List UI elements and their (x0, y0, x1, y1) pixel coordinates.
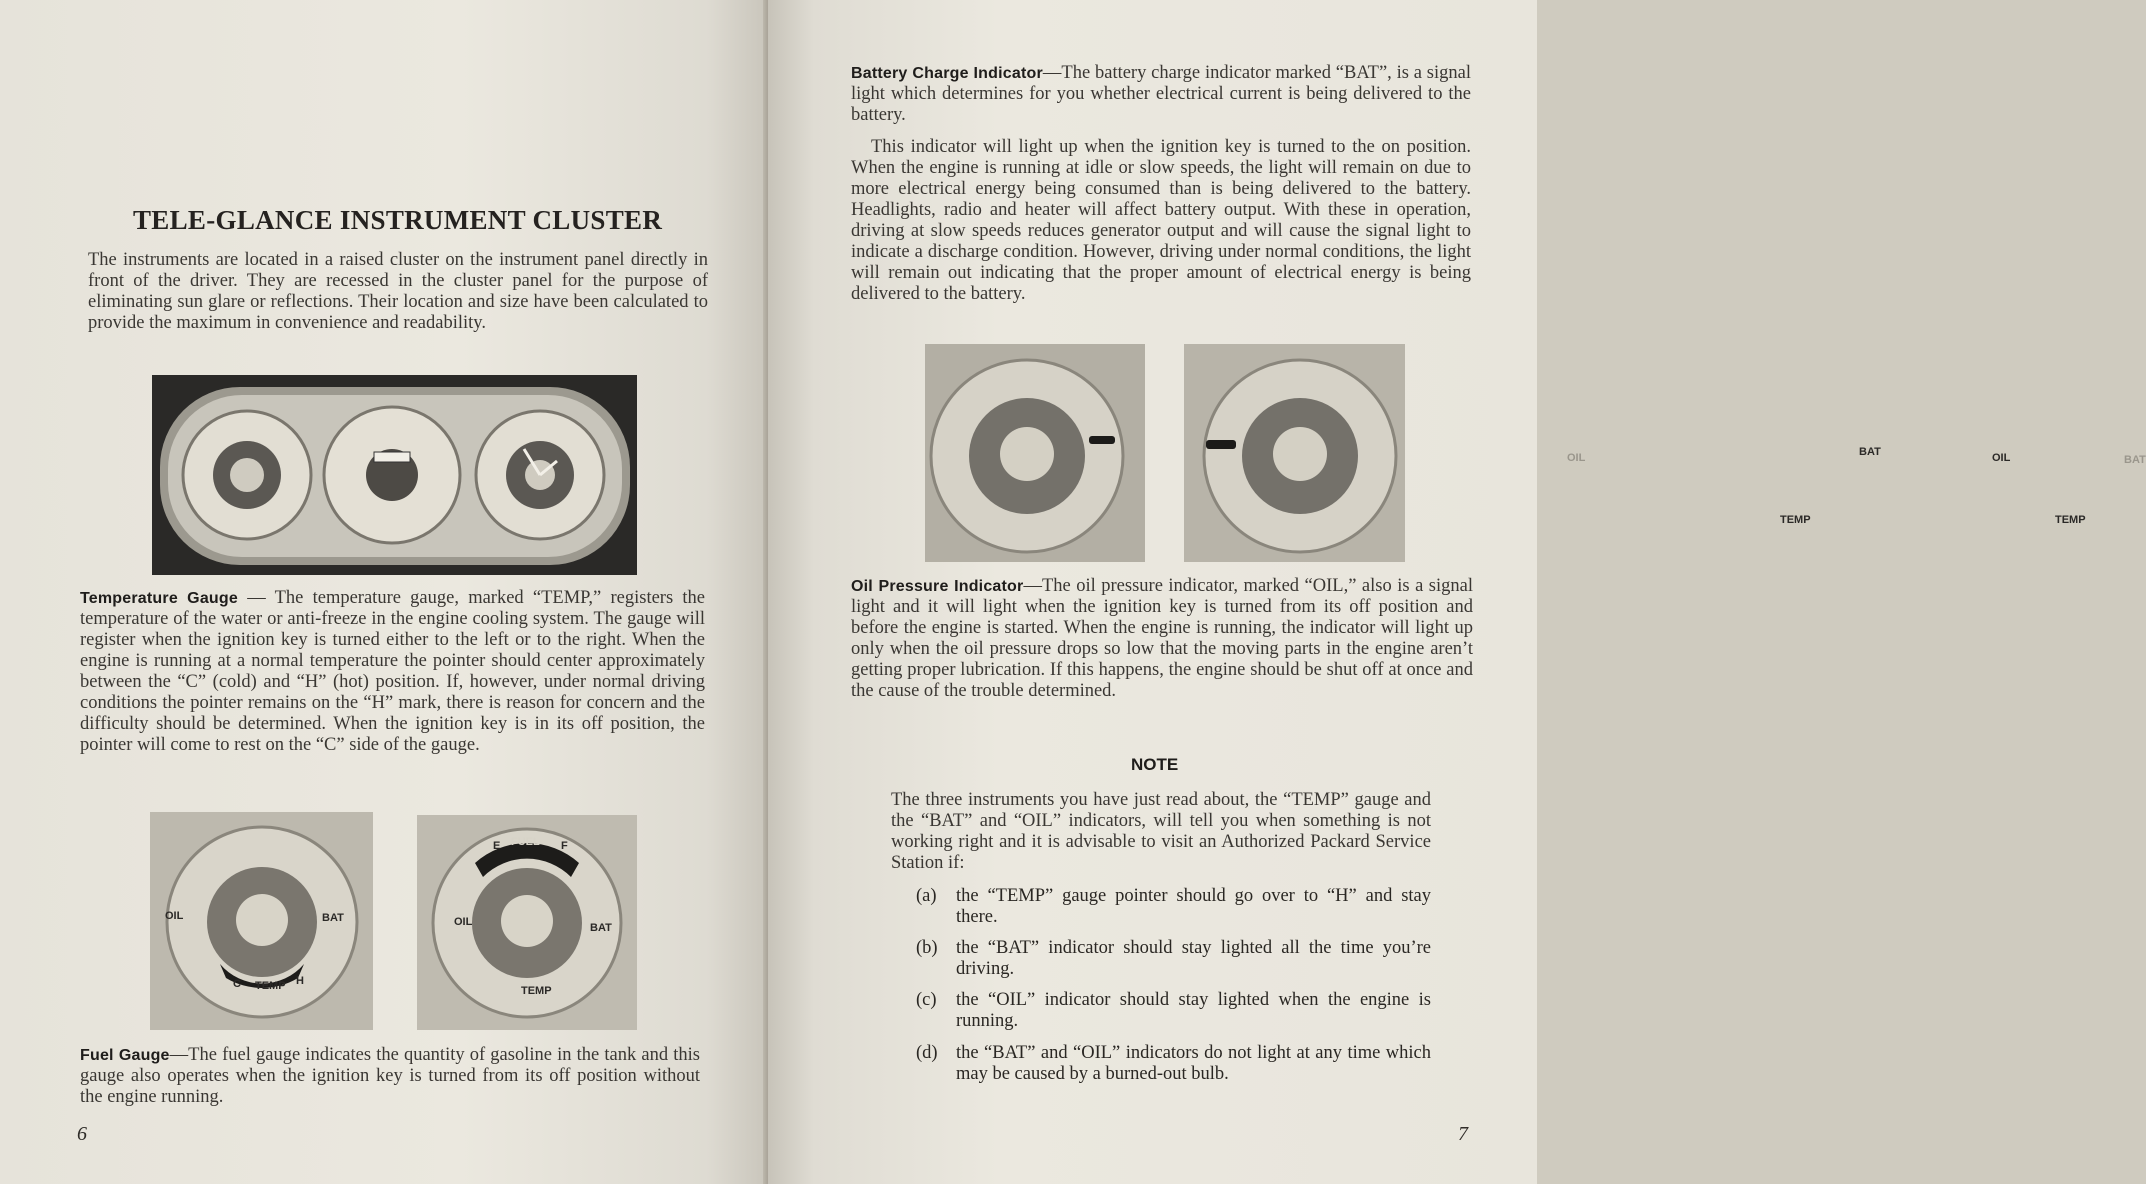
note-item-text: the “TEMP” gauge pointer should go over to “H” and stay there. (956, 886, 1431, 927)
bat-photo-oil-label: OIL (1567, 452, 1586, 464)
note-item-label: (a) (916, 886, 937, 906)
fuel-gauge-oil-label: OIL (454, 916, 473, 928)
note-item-a (916, 886, 1431, 928)
page-title: TELE-GLANCE INSTRUMENT CLUSTER (133, 205, 663, 235)
oil-photo-temp-label: TEMP (2055, 514, 2086, 526)
battery-indicator-photo (925, 344, 1145, 562)
right-page (768, 0, 2146, 1184)
battery-text-2: This indicator will light up when the ignition key is turned to the on position. When the engine is running at idle or slow speeds, the light will remain on due to more electrical energy being consumed than is being delivered to the battery. Headlights, radio and heater will affect battery output. With these in operation, driving at slow speeds reduces generator output and will cause the signal light to indicate a discharge condition. However, driving under normal conditions, the light will remain out indicating that the proper amount of electrical energy is being delivered to the battery. (851, 137, 1471, 304)
temp-gauge-temp-label: TEMP (255, 980, 286, 992)
fuel-gauge-f-label: F (561, 840, 568, 852)
temperature-paragraph (80, 588, 705, 756)
fuel-gauge-temp-label: TEMP (521, 985, 552, 997)
note-item-text: the “BAT” indicator should stay lighted all the time you’re driving. (956, 938, 1431, 979)
battery-paragraph-2 (851, 137, 1471, 305)
temp-gauge-h-label: H (296, 975, 304, 987)
fuel-text: —The fuel gauge indicates the quantity of gasoline in the tank and this gauge also operates when the ignition key is turned from its off position without the engine running. (80, 1045, 700, 1107)
temp-gauge-c-label: C (233, 978, 241, 990)
note-item-label: (d) (916, 1043, 938, 1063)
note-item-c (916, 990, 1431, 1032)
battery-heading: Battery Charge Indicator (851, 65, 1043, 82)
page-number-left: 6 (77, 1123, 87, 1145)
instrument-cluster-photo (152, 375, 637, 575)
oil-photo-bat-label: BAT (2124, 454, 2146, 466)
note-item-text: the “BAT” and “OIL” indicators do not light at any time which may be caused by a burned-out bulb. (956, 1043, 1431, 1084)
oil-photo-oil-label: OIL (1992, 452, 2011, 464)
fuel-paragraph (80, 1045, 700, 1108)
oil-text: —The oil pressure indicator, marked “OIL,” also is a signal light and it will light when the ignition key is turned from its off position and before the engine is started. When the engine is running, the indicator will light up only when the oil pressure drops so low that the moving parts in the engine aren’t getting proper lubrication. If this happens, the engine should be shut off at once and the cause of the trouble determined. (851, 576, 1473, 701)
note-item-d (916, 1043, 1431, 1106)
note-item-text: the “OIL” indicator should stay lighted when the engine is running. (956, 990, 1431, 1031)
temp-gauge-bat-label: BAT (322, 912, 344, 924)
note-item-b (916, 938, 1431, 980)
note-paragraph (891, 790, 1431, 874)
fuel-gauge-bat-label: BAT (590, 922, 612, 934)
note-item-label: (c) (916, 990, 937, 1010)
note-text: The three instruments you have just read about, the “TEMP” gauge and the “BAT” and “OIL” indicators, will tell you when something is not working right and it is advisable to visit an Authorized Packard Service Station if: (891, 790, 1431, 873)
temperature-text: — The temperature gauge, marked “TEMP,” registers the temperature of the water or anti-freeze in the engine cooling system. The gauge will register when the ignition key is turned either to the left or to the right. When the engine is running at a normal temperature the pointer should center approximately between the “C” (cold) and “H” (hot) position. If, however, under normal driving conditions the pointer remains on the “H” mark, there is reason for concern and the difficulty should be determined. When the ignition key is in its off position, the pointer will come to rest on the “C” side of the gauge. (80, 588, 705, 755)
temp-gauge-oil-label: OIL (165, 910, 184, 922)
page-number-right: 7 (1458, 1123, 1468, 1145)
intro-text: The instruments are located in a raised cluster on the instrument panel directly in front of the driver. They are recessed in the cluster panel for the purpose of eliminating sun glare or reflections. Their location and size have been calculated to provide the maximum in convenience and readability. (88, 250, 708, 333)
battery-paragraph (851, 63, 1471, 126)
temperature-heading: Temperature Gauge (80, 590, 238, 607)
left-page (0, 0, 768, 1184)
bat-photo-bat-label: BAT (1859, 446, 1881, 458)
note-heading: NOTE (1131, 755, 1179, 774)
oil-paragraph (851, 576, 1473, 702)
note-item-label: (b) (916, 938, 938, 958)
bat-photo-temp-label: TEMP (1780, 514, 1811, 526)
intro-paragraph (88, 250, 708, 334)
fuel-heading: Fuel Gauge (80, 1047, 170, 1064)
fuel-gauge-e-label: E (493, 840, 501, 852)
oil-heading: Oil Pressure Indicator (851, 578, 1024, 595)
fuel-gauge-fuel-label: FUEL (511, 836, 540, 848)
battery-text: —The battery charge indicator marked “BAT”, is a signal light which determines for you whether electrical current is being delivered to the battery. (851, 63, 1471, 125)
oil-indicator-photo (1184, 344, 1405, 562)
